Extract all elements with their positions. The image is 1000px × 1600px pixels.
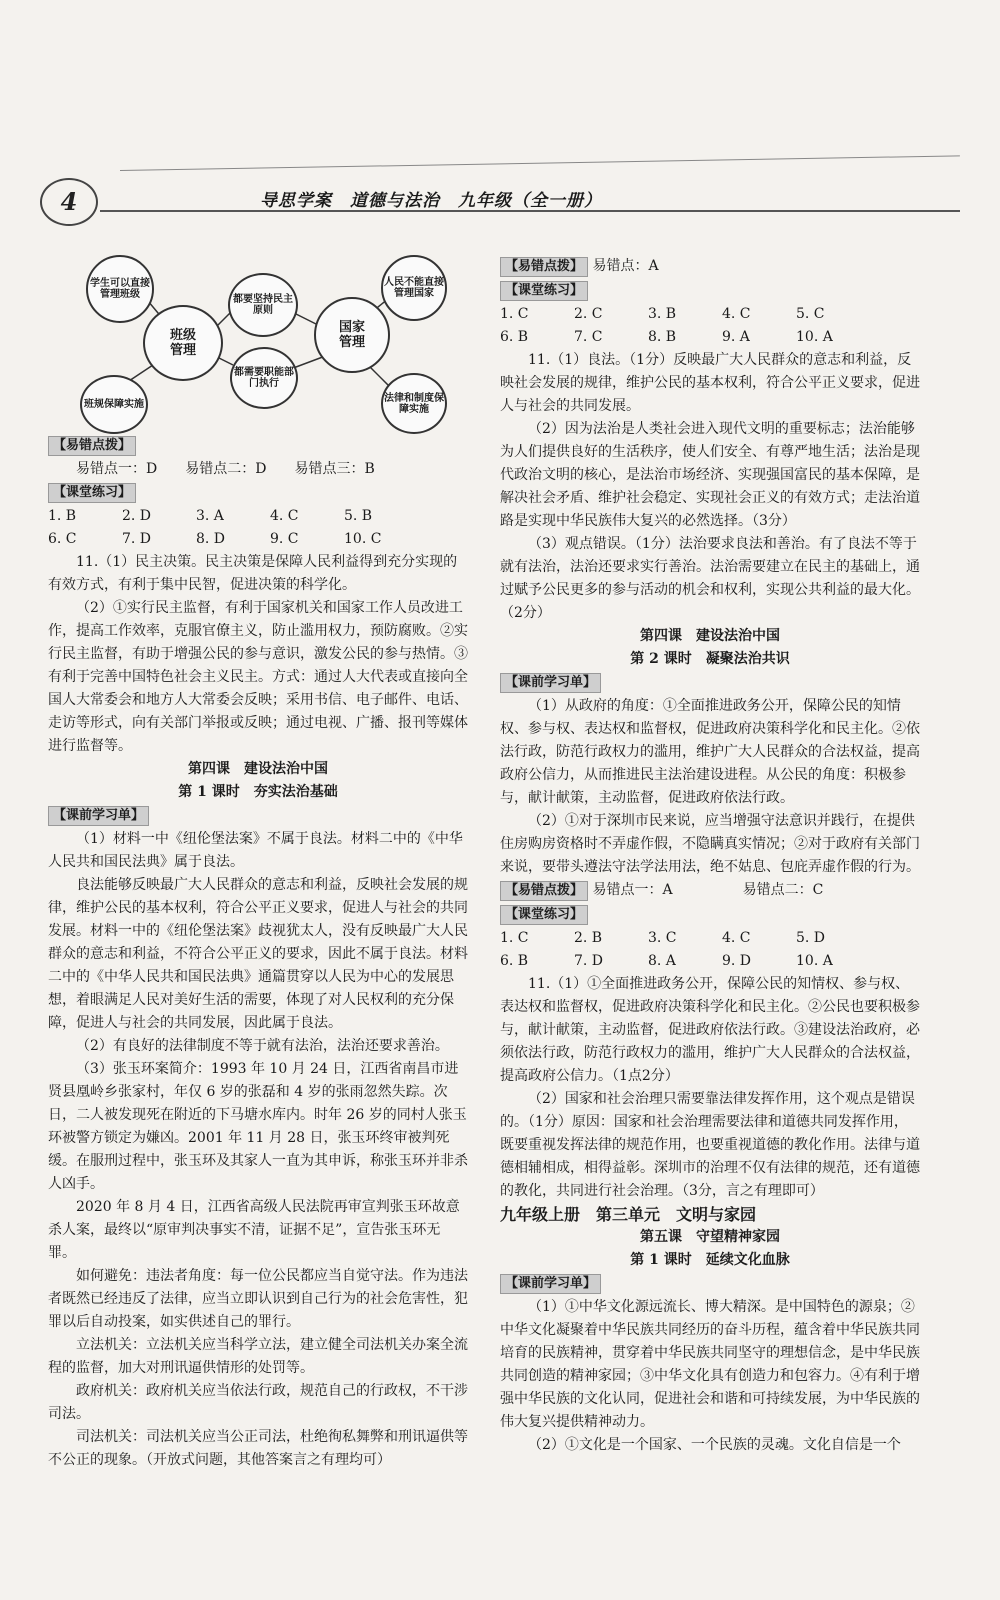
period-title: 第 1 课时 夯实法治基础 [178,784,338,800]
paragraph: 如何避免：违法者角度：每一位公民都应当自觉守法。作为违法者既然已经违反了法律，应当立即认识到自己行为的社会危害性，犯罪以后自动投案，如实供述自己的罪行。 [48,1268,468,1330]
answer: 4. C [270,508,299,524]
answer: 8. A [648,953,676,969]
node-law-system: 法律和制度保障实施 [381,373,447,434]
error-points: 易错点：A [592,258,659,274]
paragraph: （2）有良好的法律制度不等于就有法治，法治还要求善治。 [76,1038,449,1054]
period-title: 第 2 课时 凝聚法治共识 [630,651,790,667]
node-people-not-direct: 人民不能直接管理国家 [381,255,447,321]
node-departments: 都需要职能部门执行 [230,347,298,409]
paragraph: （3）观点错误。（1分）法治要求良法和善治。有了良法不等于就有法治，法治还要求实行善治。法治需要建立在民主的基础上，通过赋予公民更多的参与活动的机会和权利，实现公共利益的最大化。（2分） [500,536,920,621]
error-block [500,879,920,903]
right-column [500,255,920,1457]
paragraph: （3）张玉环案简介：1993 年 10 月 24 日，江西省南昌市进贤县凰岭乡张家村，年仅 6 岁的张磊和 4 岁的张雨忽然失踪。次日，二人被发现死在附近的下马塘水库内。时年 26 岁的同村人张玉环被警方锁定为嫌凶。2001 年 11 月 28 日，张玉环终审被判死缓。在服刑过程中，张玉环及其家人一直为其申诉，称张玉环并非杀人凶手。 [48,1061,468,1192]
answer: 9. C [270,531,299,547]
paragraph: 2020 年 8 月 4 日，江西省高级人民法院再审宣判张玉环故意杀人案，最终以“原审判决事实不清，证据不足”，宣告张玉环无罪。 [48,1199,460,1261]
page-header [40,160,970,230]
lesson-title: 第四课 建设法治中国 [188,761,328,777]
answer: 8. B [648,329,677,345]
answer: 2. D [122,508,152,524]
lesson-title: 第五课 守望精神家园 [640,1229,780,1245]
paragraph: （1）材料一中《纽伦堡法案》不属于良法。材料二中的《中华人民共和国民法典》属于良法。 [48,831,463,870]
section-tag: 【课前学习单】 [48,806,149,826]
section-tag: 【易错点拨】 [500,257,588,277]
paragraph: （1）从政府的角度：①全面推进政务公开，保障公民的知情权、参与权、表达权和监督权，促进政府决策科学化和民主化。②依法行政，防范行政权力的滥用，维护广大人民群众的合法权益，提高政府公信力，从而推进民主法治建设进程。从公民的角度：积极参与，献计献策，主动监督，促进政府依法行政。 [500,698,920,806]
answer: 7. D [574,953,604,969]
error-block [500,255,920,279]
page-number: 4 [40,178,98,226]
answer-row [500,927,920,950]
unit-title: 九年级上册 第三单元 文明与家园 [500,1205,757,1224]
answer: 9. A [722,329,750,345]
answer: 3. A [196,508,224,524]
answer-row [500,950,920,973]
concept-diagram [48,255,448,430]
answer-row [500,326,920,349]
section-tag: 【易错点拨】 [48,436,136,456]
node-class-rules: 班规保障实施 [80,375,148,434]
paragraph: （2）①文化是一个国家、一个民族的灵魂。文化自信是一个 [528,1437,901,1453]
paragraph: （2）①对于深圳市民来说，应当增强守法意识并践行，在提供住房购房资格时不弄虚作假，不隐瞒真实情况；②对于政府有关部门来说，要带头遵法守法学法用法，绝不姑息、包庇弄虚作假的行为。 [500,813,920,875]
section-tag: 【课堂练习】 [500,281,588,301]
answer: 2. B [574,930,603,946]
answer-row [500,303,920,326]
answer: 9. D [722,953,752,969]
answer: 4. C [722,306,751,322]
answer: 2. C [574,306,603,322]
answer: 10. C [344,531,382,547]
answer: 10. A [796,329,833,345]
header-rule [120,155,960,171]
paragraph: 11.（1）良法。（1分）反映最广大人民群众的意志和利益，反映社会发展的规律，维护公民的基本权利，符合公平正义要求，促进人与社会的共同发展。 [500,352,920,414]
left-column [48,255,468,1472]
section-tag: 【课堂练习】 [500,905,588,925]
answer: 6. B [500,329,529,345]
answer: 10. A [796,953,833,969]
section-tag: 【课前学习单】 [500,673,601,693]
error-points: 易错点一：A 易错点二：C [592,882,824,898]
answer: 5. D [796,930,826,946]
node-student-manage: 学生可以直接管理班级 [86,255,154,323]
paragraph: 11.（1）①全面推进政务公开，保障公民的知情权、参与权、表达权和监督权，促进政府决策科学化和民主化。②公民也要积极参与，献计献策，主动监督，促进政府依法行政。③建设法治政府，必须依法行政，防范行政权力的滥用，维护广大人民群众的合法权益，提高政府公信力。（1点2分） [500,976,920,1084]
answer: 1. C [500,306,529,322]
node-state-management: 国家 管理 [314,297,390,373]
answer: 1. C [500,930,529,946]
answer: 3. B [648,306,677,322]
answer: 7. D [122,531,152,547]
answer: 1. B [48,508,77,524]
paragraph: （2）①实行民主监督，有利于国家机关和国家工作人员改进工作，提高工作效率，克服官僚主义，防止滥用权力，预防腐败。②实行民主监督，有助于增强公民的参与意识，激发公民的参与热情。③有利于完善中国特色社会主义民主。方式：通过人大代表或直接向全国人大常委会和地方人大常委会反映；采用书信、电子邮件、电话、走访等形式，向有关部门举报或反映；通过电视、广播、报刊等媒体进行监督等。 [48,600,468,754]
period-title: 第 1 课时 延续文化血脉 [630,1252,790,1268]
paragraph: （2）国家和社会治理只需要靠法律发挥作用，这个观点是错误的。（1分）原因：国家和社会治理需要法律和道德共同发挥作用，既要重视发挥法律的规范作用，也要重视道德的教化作用。法律与道德相辅相成，相得益彰。深圳市的治理不仅有法律的规范，还有道德的教化，共同进行社会治理。（3分，言之有理即可） [500,1091,920,1199]
section-tag: 【课前学习单】 [500,1274,601,1294]
node-class-management: 班级 管理 [143,305,223,381]
answer: 5. B [344,508,373,524]
section-tag: 【课堂练习】 [48,483,136,503]
paragraph: 司法机关：司法机关应当公正司法，杜绝徇私舞弊和刑讯逼供等不公正的现象。（开放式问题，其他答案言之有理均可） [48,1429,468,1468]
lesson-title: 第四课 建设法治中国 [640,628,780,644]
paragraph: 政府机关：政府机关应当依法行政，规范自己的行政权，不干涉司法。 [48,1383,468,1422]
node-democracy: 都要坚持民主原则 [228,273,298,337]
header-title: 导思学案 道德与法治 九年级（全一册） [260,191,602,211]
answer: 8. D [196,531,226,547]
error-points: 易错点一：D 易错点二：D 易错点三：B [76,461,375,477]
paragraph: 良法能够反映最广大人民群众的意志和利益，反映社会发展的规律，维护公民的基本权利，符合公平正义要求，促进人与社会的共同发展。材料一中的《纽伦堡法案》歧视犹太人，没有反映最广大人民群众的意志和利益，不符合公平正义的要求，因此不属于良法。材料二中的《中华人民共和国民法典》通篇贯穿以人民为中心的发展思想，着眼满足人民对美好生活的需要，体现了对人民权利的充分保障，促进人与社会的共同发展，因此属于良法。 [48,877,468,1031]
answer: 7. C [574,329,603,345]
paragraph: 11.（1）民主决策。民主决策是保障人民利益得到充分实现的有效方式，有利于集中民智，促进决策的科学化。 [48,554,458,593]
answer: 6. C [48,531,77,547]
answer-row [48,528,468,551]
answer: 4. C [722,930,751,946]
answer: 6. B [500,953,529,969]
answer: 5. C [796,306,825,322]
paragraph: （2）因为法治是人类社会进入现代文明的重要标志；法治能够为人们提供良好的生活秩序，使人们安全、有尊严地生活；法治是现代政治文明的核心，是法治市场经济、实现强国富民的基本保障，是解决社会矛盾、维护社会稳定、实现社会正义的有效方式；走法治道路是实现中华民族伟大复兴的必然选择。（3分） [500,421,920,529]
answer: 3. C [648,930,677,946]
section-tag: 【易错点拨】 [500,881,588,901]
answer-row [48,505,468,528]
paragraph: （1）①中华文化源远流长、博大精深。是中国特色的源泉；②中华文化凝聚着中华民族共同经历的奋斗历程，蕴含着中华民族共同培育的民族精神，贯穿着中华民族共同坚守的理想信念，是中华民族共同创造的精神家园；③中华文化具有创造力和包容力。④有利于增强中华民族的文化认同，促进社会和谐和可持续发展，为中华民族的伟大复兴提供精神动力。 [500,1299,920,1430]
paragraph: 立法机关：立法机关应当科学立法，建立健全司法机关办案全流程的监督，加大对刑讯逼供情形的处罚等。 [48,1337,468,1376]
